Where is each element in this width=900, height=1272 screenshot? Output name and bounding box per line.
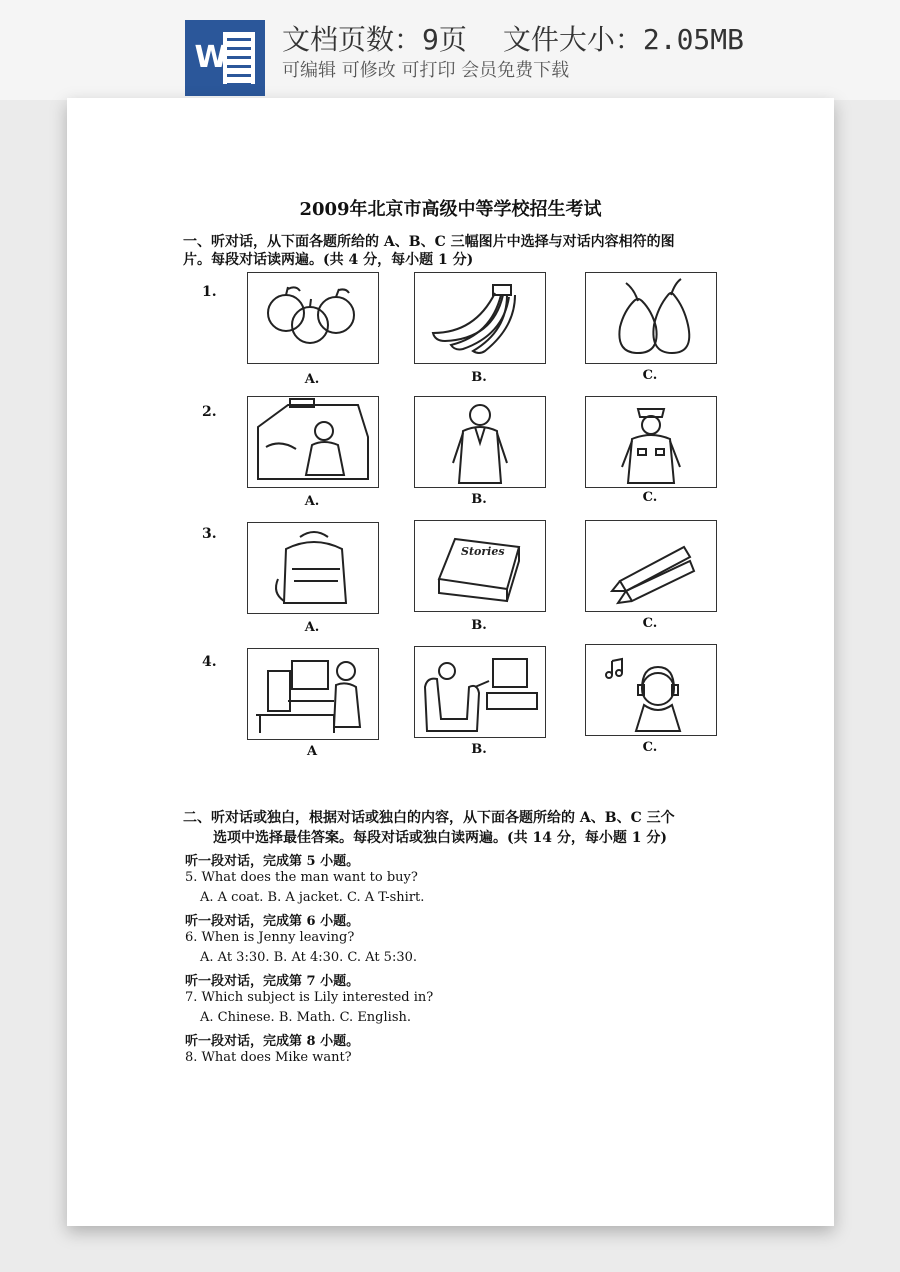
- section1-intro-line2: 片。每段对话读两遍。(共 4 分，每小题 1 分): [183, 252, 474, 268]
- taxi-driver-icon: [247, 396, 379, 488]
- answer-options: A. Chinese. B. Math. C. English.: [200, 1010, 411, 1025]
- police-officer-icon: [585, 396, 717, 488]
- section2-intro-line1: 二、听对话或独白，根据对话或独白的内容，从下面各题所给的 A、B、C 三个: [183, 810, 675, 826]
- apples-icon: [247, 272, 379, 364]
- question-text: 8. What does Mike want?: [185, 1050, 352, 1065]
- document-info-title: [282, 18, 744, 58]
- option-label: C.: [642, 368, 658, 383]
- listening-instruction: 听一段对话，完成第 8 小题。: [185, 1034, 360, 1049]
- option-label: A.: [304, 620, 320, 635]
- answer-options: A. At 3:30. B. At 4:30. C. At 5:30.: [200, 950, 418, 965]
- bananas-icon: [414, 272, 546, 364]
- listening-instruction: 听一段对话，完成第 5 小题。: [185, 854, 360, 869]
- listening-instruction: 听一段对话，完成第 6 小题。: [185, 914, 360, 929]
- option-label: B.: [471, 370, 487, 385]
- backpack-icon: [247, 522, 379, 614]
- question-number: 4.: [202, 654, 217, 670]
- computer-user-icon: [247, 648, 379, 740]
- option-label: A: [306, 744, 318, 759]
- question-number: 1.: [202, 284, 217, 300]
- question-text: 6. When is Jenny leaving?: [185, 930, 355, 945]
- listening-instruction: 听一段对话，完成第 7 小题。: [185, 974, 360, 989]
- watching-tv-icon: [414, 646, 546, 738]
- section2-intro-line2: 选项中选择最佳答案。每段对话或独白读两遍。(共 14 分，每小题 1 分): [213, 830, 667, 846]
- option-label: B.: [471, 618, 487, 633]
- option-label: B.: [471, 492, 487, 507]
- option-label: A.: [304, 494, 320, 509]
- listening-music-icon: [585, 644, 717, 736]
- question-text: 7. Which subject is Lily interested in?: [185, 990, 434, 1005]
- question-number: 3.: [202, 526, 217, 542]
- question-number: 2.: [202, 404, 217, 420]
- storybooks-icon: [414, 520, 546, 612]
- exam-title: 2009年北京市高级中等学校招生考试: [299, 199, 602, 220]
- option-label: C.: [642, 616, 658, 631]
- word-document-icon: W: [185, 20, 265, 96]
- page-count: 文档页数：9页: [282, 23, 467, 56]
- option-label: B.: [471, 742, 487, 757]
- file-size: 文件大小：2.05MB: [502, 23, 745, 56]
- document-page: [67, 98, 834, 1226]
- pencils-icon: [585, 520, 717, 612]
- option-label: C.: [642, 740, 658, 755]
- header: [0, 0, 900, 100]
- businessman-icon: [414, 396, 546, 488]
- section1-intro-line1: 一、听对话，从下面各题所给的 A、B、C 三幅图片中选择与对话内容相符的图: [183, 234, 675, 250]
- book-title-text: Stories: [461, 545, 505, 558]
- question-text: 5. What does the man want to buy?: [185, 870, 418, 885]
- answer-options: A. A coat. B. A jacket. C. A T-shirt.: [200, 890, 425, 905]
- pears-icon: [585, 272, 717, 364]
- option-label: C.: [642, 490, 658, 505]
- document-features: 可编辑 可修改 可打印 会员免费下载: [282, 60, 570, 81]
- option-label: A.: [304, 372, 320, 387]
